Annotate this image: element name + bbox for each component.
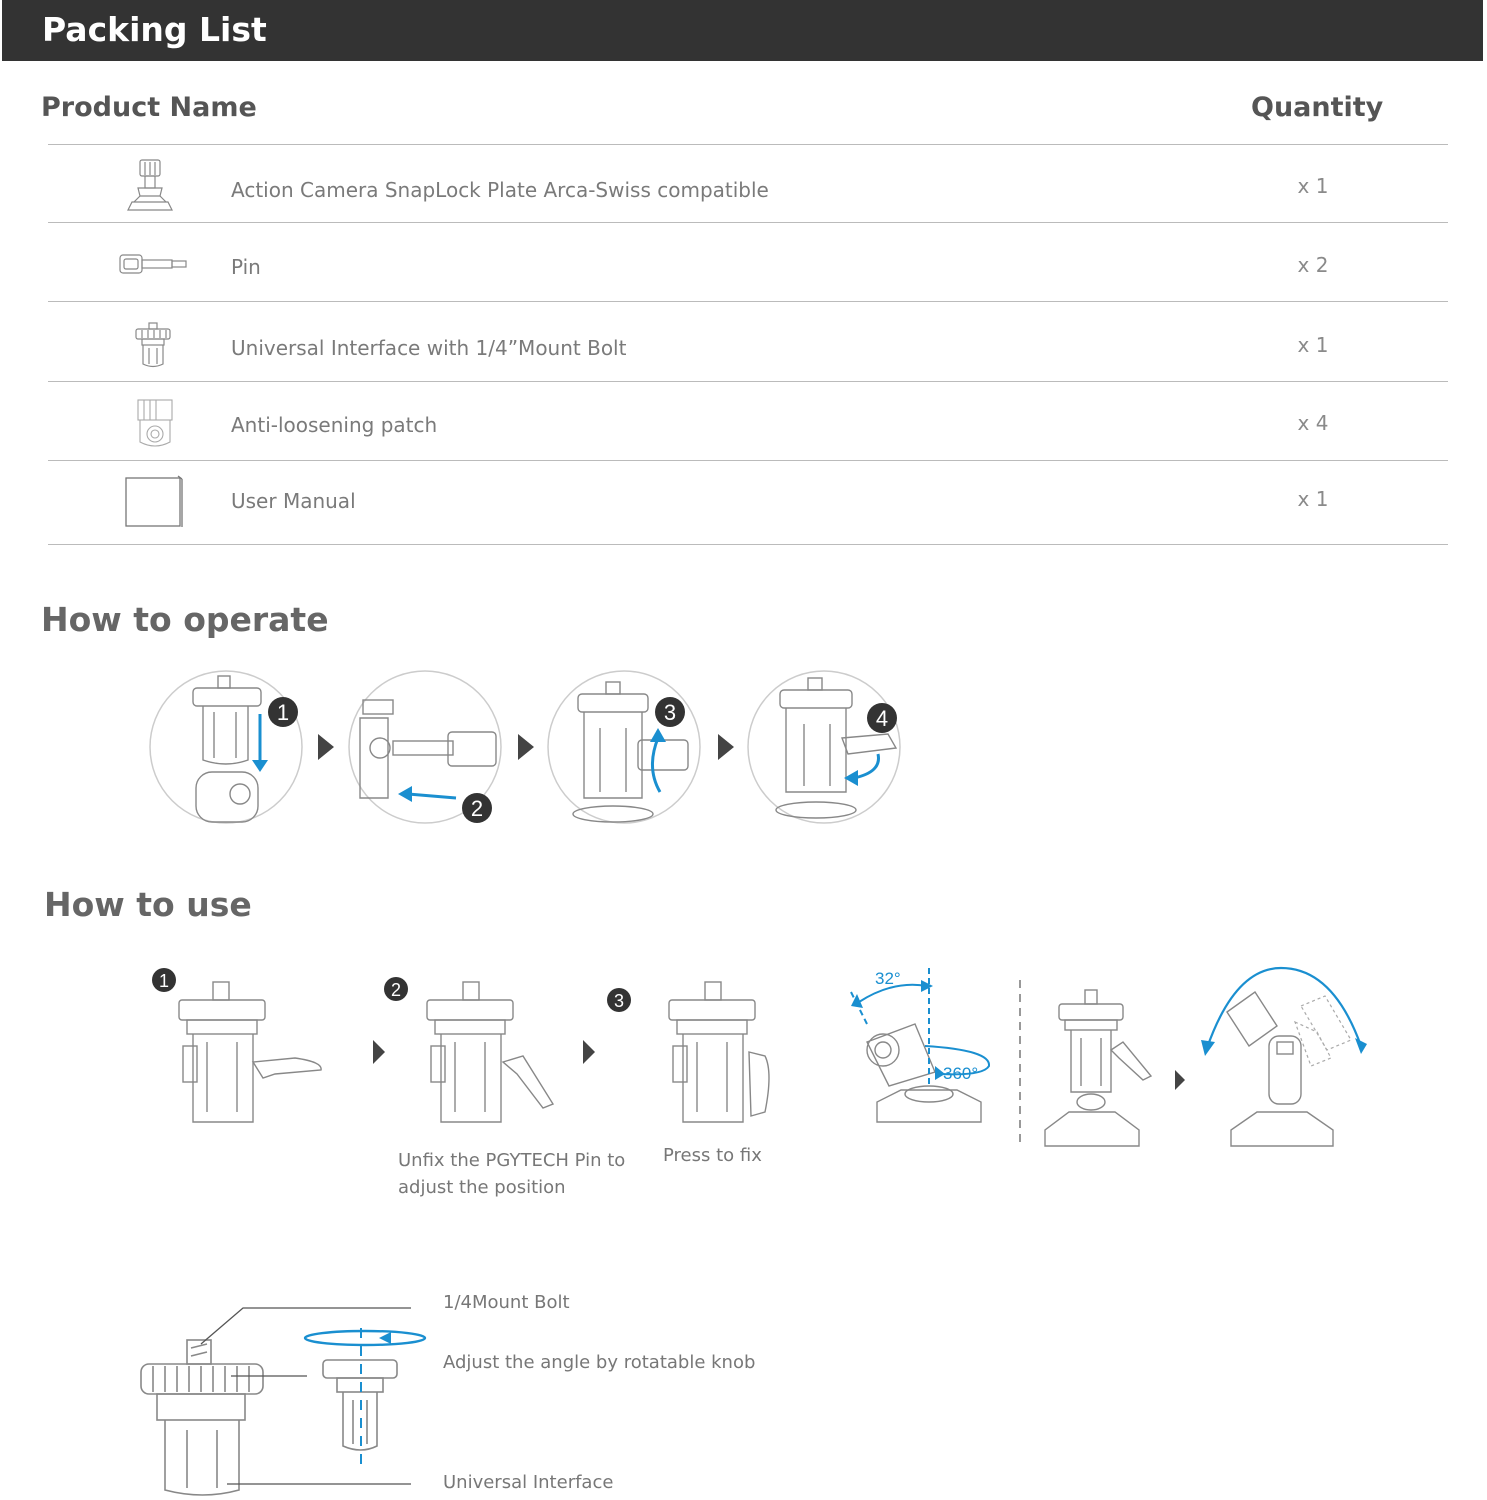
product-name: Pin [231,255,261,279]
pin-icon [118,252,188,276]
step-number: 1 [276,700,290,725]
user-manual-icon [124,475,184,529]
rotate-angle-label: 360° [943,1064,979,1083]
anti-loosening-patch-icon [134,398,176,450]
step-badge [462,793,492,823]
product-name: Action Camera SnapLock Plate Arca-Swiss compatible [231,178,769,202]
snaplock-plate-icon [126,158,178,214]
product-quantity: x 2 [1297,253,1329,277]
product-name: Anti-loosening patch [231,413,438,437]
caption-step-2: Unfix the PGYTECH Pin to adjust the position [398,1150,626,1198]
divider [48,144,1448,145]
step-number: 2 [470,796,484,821]
product-quantity: x 1 [1297,333,1329,357]
product-quantity: x 1 [1297,174,1329,198]
step-badge [655,697,685,727]
component-diagram [135,1300,435,1500]
divider [48,544,1448,545]
product-quantity: x 4 [1297,411,1329,435]
operate-steps-illustration [148,668,908,828]
divider [48,301,1448,302]
product-quantity: x 1 [1297,487,1329,511]
label-mount-bolt: 1/4Mount Bolt [443,1292,570,1313]
step-circle [748,671,900,823]
step-badge [607,988,631,1012]
step-number: 3 [613,991,625,1011]
tilt-angle-label: 32° [875,969,901,988]
label-rotatable-knob: Adjust the angle by rotatable knob [443,1352,756,1373]
section-title-operate: How to operate [41,600,329,639]
step-circle [150,671,302,823]
caption-step-3: Press to fix [663,1145,762,1166]
step-number: 1 [158,971,170,991]
divider [48,460,1448,461]
step-number: 3 [663,700,677,725]
step-badge [268,697,298,727]
column-header-quantity: Quantity [1251,92,1384,123]
universal-interface-icon [134,322,174,370]
step-number: 4 [875,706,889,731]
step-badge [867,703,897,733]
divider [48,381,1448,382]
header-bar [2,0,1483,61]
column-header-product: Product Name [41,92,257,123]
divider [48,222,1448,223]
product-name: Universal Interface with 1/4”Mount Bolt [231,336,627,360]
product-name: User Manual [231,489,356,513]
label-universal-interface: Universal Interface [443,1472,614,1493]
section-title-use: How to use [44,885,252,924]
step-number: 2 [390,980,402,1000]
step-badge [384,977,408,1001]
page-title: Packing List [42,10,267,49]
step-badge [152,968,176,992]
use-steps-illustration [145,962,1385,1162]
